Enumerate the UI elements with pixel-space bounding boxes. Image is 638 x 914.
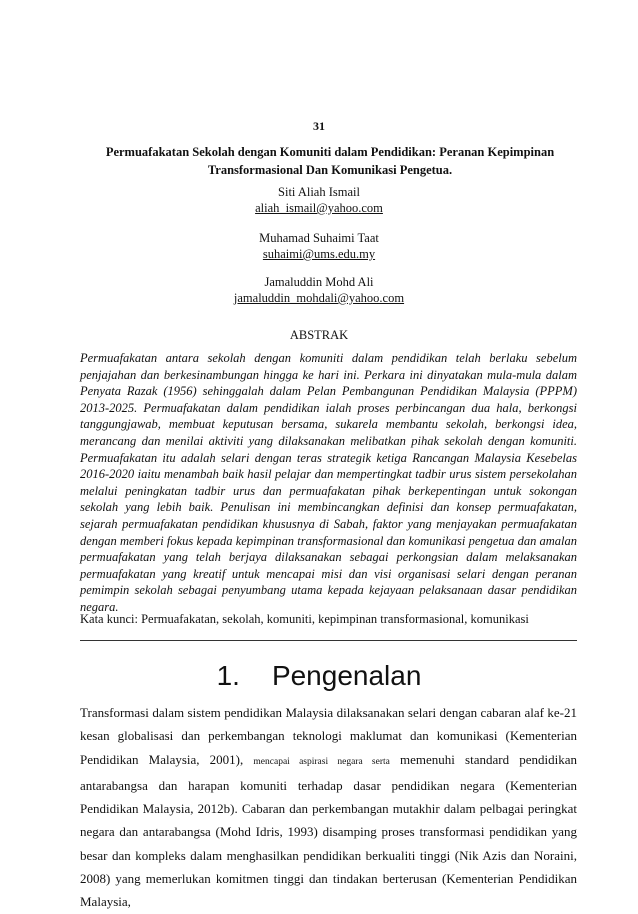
page-number: 31 <box>313 119 325 133</box>
section-number: 1. <box>216 660 240 691</box>
author-name: Jamaluddin Mohd Ali <box>264 275 374 289</box>
body-paragraph <box>80 701 577 914</box>
divider-line <box>80 640 577 641</box>
author-block-2 <box>0 230 638 262</box>
abstract-text: Permuafakatan antara sekolah dengan komuniti dalam pendidikan telah berlaku sebelum penjajahan dan berkesinambungan hingga ke hari ini. Perkara ini dinyatakan mula-mula dalam Penyata Razak (1956) sehinggalah dalam Pelan Pembangunan Pendidikan Malaysia (PPPM) 2013-2025. Permuafakatan dalam pendidikan ialah proses perbincangan dua hala, berkongsi tanggungjawab, membuat keputusan bersama, sukarela membantu sekolah, berkongsi idea, merancang dan menilai aktiviti yang dilaksanakan melibatkan pihak sekolah dengan komuniti. Permuafakatan itu adalah selari dengan teras strategik ketiga Rancangan Malaysia Kesebelas 2016-2020 iaitu menambah baik hasil pelajar dan mempertingkat tadbir urus sistem persekolahan melalui peningkatan tadbir urus dan permuafakatan pihak berkepentingan untuk sokongan sekolah yang lebih baik. Penulisan ini membincangkan definisi dan konsep permuafakatan, sejarah permuafakatan pendidikan khususnya di Sabah, faktor yang menjayakan permuafakatan dengan memberi fokus kepada kepimpinan transformasional dan komunikasi pengetua dan amalan permuafakatan yang telah berjaya dilaksanakan sebagai perkongsian dalam melaksanakan permuafakatan yang kreatif untuk mencapai misi dan visi organisasi selari dengan peranan pemimpin sekolah sebagai penyumbang utama kepada kejayaan pelaksanaan dasar pendidikan negara. <box>80 351 577 614</box>
body-text: Transformasi dalam sistem pendidikan Malaysia dilaksanakan selari dengan cabaran alaf ke-21 kesan globalisasi dan perkembangan teknologi maklumat dan komunikasi (Kementerian Pendidikan Malaysia, 2001), <box>80 705 577 767</box>
author-name: Muhamad Suhaimi Taat <box>259 231 379 245</box>
keywords: Kata kunci: Permuafakatan, sekolah, komuniti, kepimpinan transformasional, komunikasi <box>80 612 529 626</box>
section-heading <box>0 660 638 692</box>
section-title: Pengenalan <box>271 660 422 691</box>
abstract-heading: ABSTRAK <box>289 328 349 342</box>
paper-title: Permuafakatan Sekolah dengan Komuniti dalam Pendidikan: Peranan Kepimpinan Transformasional Dan Komunikasi Pengetua. <box>105 145 555 177</box>
author-name: Siti Aliah Ismail <box>278 185 360 199</box>
author-email-link[interactable]: jamaluddin_mohdali@yahoo.com <box>233 291 405 305</box>
body-text: memenuhi standard pendidikan antarabangsa dan harapan komuniti terhadap dasar pendidikan negara (Kementerian Pendidikan Malaysia, 2012b). Cabaran dan perkembangan mutakhir dalam pelbagai peringkat negara dan antarabangsa (Mohd Idris, 1993) disamping proses transformasi pendidikan yang besar dan kompleks dalam menghasilkan pendidikan berkualiti tinggi (Nik Azis dan Noraini, 2008) yang memerlukan komitmen tinggi dan tindakan berterusan (Kementerian Pendidikan Malaysia, <box>80 751 577 910</box>
author-block-1 <box>0 184 638 216</box>
author-email-link[interactable]: aliah_ismail@yahoo.com <box>255 201 383 215</box>
body-text-small: mencapai aspirasi negara serta <box>253 756 390 767</box>
author-block-3 <box>0 274 638 306</box>
author-email-link[interactable]: suhaimi@ums.edu.my <box>262 247 376 261</box>
